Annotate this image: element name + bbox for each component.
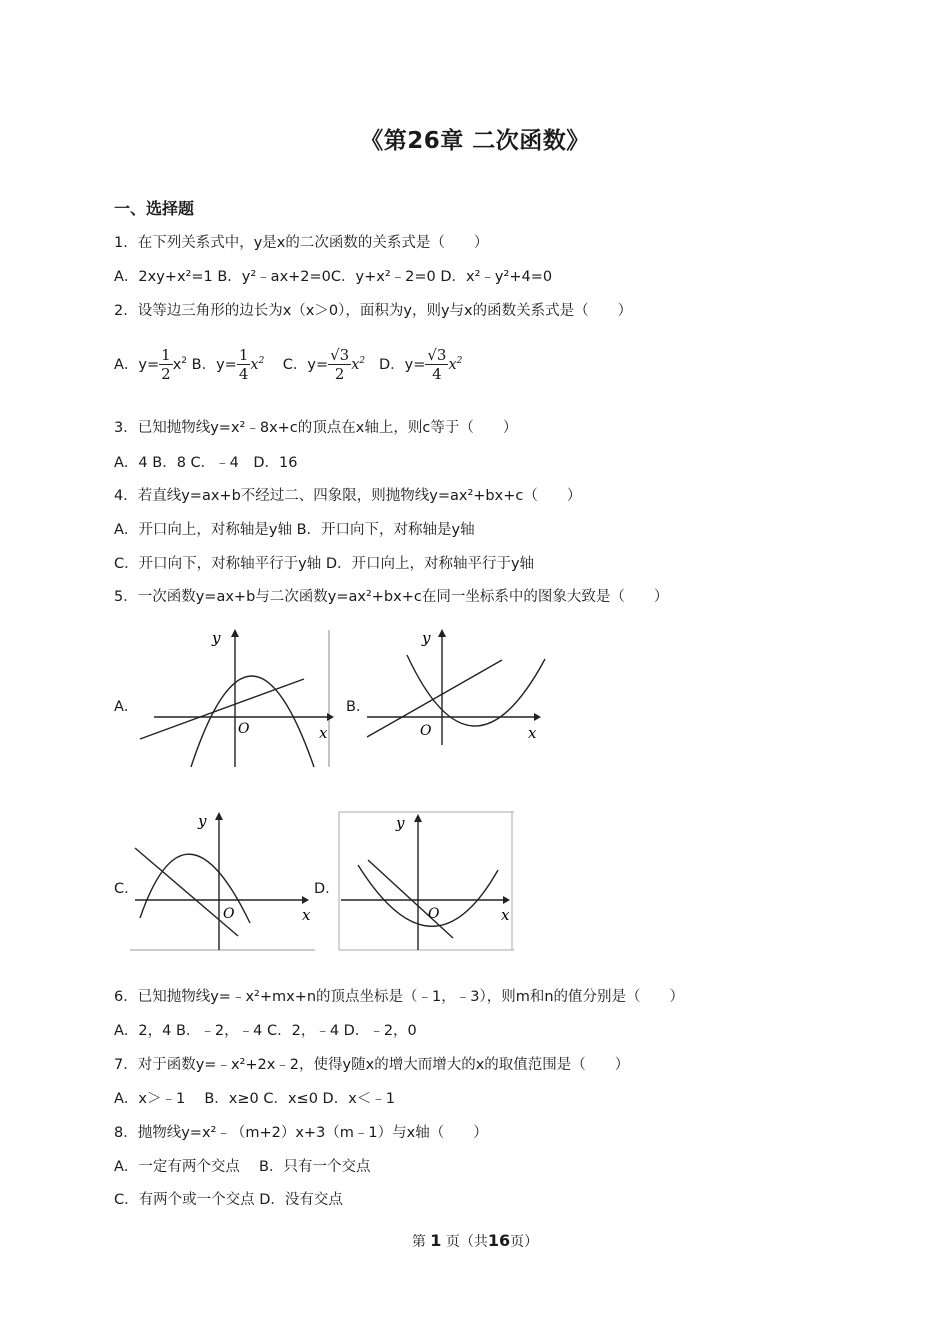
- q2-c-var: x: [351, 356, 360, 373]
- footer-total-pages: 16: [487, 1231, 511, 1250]
- question-1-stem: 1．在下列关系式中，y是x的二次函数的关系式是（ ）: [114, 235, 489, 251]
- question-1-options: [114, 265, 552, 286]
- q2-option-a: [114, 346, 192, 383]
- q2-c-term: [351, 357, 365, 373]
- question-3-options: A．4 B．8 C．﹣4 D．16: [114, 455, 298, 471]
- question-5-stem: 5．一次函数y=ax+b与二次函数y=ax²+bx+c在同一坐标系中的图象大致是（ ）: [114, 589, 669, 605]
- q2-d-term: [448, 357, 462, 373]
- q2-d-var: x: [448, 356, 457, 373]
- page-title: 《第26章 二次函数》: [360, 128, 590, 154]
- graph-b-parabola: [407, 655, 545, 726]
- footer-suffix: 页）: [510, 1234, 539, 1250]
- question-4-stem: 4．若直线y=ax+b不经过二、四象限，则抛物线y=ax²+bx+c（ ）: [114, 488, 582, 504]
- q2-d-numerator: √3: [427, 346, 447, 364]
- graph-b-origin-label: O: [420, 723, 432, 739]
- graph-b-y-label: y: [422, 629, 431, 647]
- q2-c-exp: 2: [359, 355, 366, 366]
- q1-option-d: D．x²﹣y²+4=0: [440, 269, 553, 285]
- graph-d-x-arrow-icon: [503, 896, 510, 904]
- q2-d-fraction: [425, 346, 448, 383]
- graph-b-x-arrow-icon: [534, 713, 541, 721]
- graph-c-y-arrow-icon: [215, 812, 223, 820]
- q2-b-denominator: 4: [238, 365, 249, 383]
- graph-b-x-label: x: [528, 724, 537, 742]
- question-8-stem: 8．抛物线y=x²﹣（m+2）x+3（m﹣1）与x轴（ ）: [114, 1125, 488, 1141]
- graph-b: [362, 625, 552, 745]
- graph-b-label: B．: [346, 699, 371, 715]
- question-6-options: A．2，4 B．﹣2，﹣4 C．2，﹣4 D．﹣2，0: [114, 1023, 417, 1039]
- q2-d-denominator: 4: [432, 365, 442, 383]
- question-7-options: A．x＞﹣1 B．x≥0 C．x≤0 D．x＜﹣1: [114, 1091, 396, 1107]
- q2-c-prefix: C．y=: [282, 356, 329, 373]
- graph-d-origin-label: O: [428, 906, 440, 922]
- q2-option-d: [374, 346, 463, 383]
- question-4-options-ab: A．开口向上，对称轴是y轴 B．开口向下，对称轴是y轴: [114, 522, 475, 538]
- question-2-options: [114, 346, 462, 383]
- graph-d-line: [368, 860, 453, 938]
- page-footer: [0, 1231, 950, 1251]
- graph-c-y-label: y: [198, 812, 207, 830]
- q2-d-prefix: D．y=: [378, 356, 426, 373]
- graph-a-origin-label: O: [238, 721, 250, 737]
- q2-a-var: x: [172, 356, 182, 373]
- q2-d-exp: 2: [456, 355, 463, 366]
- q2-a-numerator: 1: [161, 346, 171, 364]
- graph-a: [134, 625, 334, 771]
- graph-d-y-label: y: [396, 814, 405, 832]
- graph-c-x-arrow-icon: [302, 896, 309, 904]
- q2-b-exp: 2: [258, 355, 265, 366]
- question-4-options-cd: C．开口向下，对称轴平行于y轴 D．开口向上，对称轴平行于y轴: [114, 556, 535, 572]
- q2-a-fraction: [159, 346, 173, 383]
- q1-option-a: A．2xy+x²=1: [114, 269, 213, 285]
- graph-a-x-arrow-icon: [327, 713, 334, 721]
- section-heading: 一、选择题: [114, 199, 195, 218]
- graph-c-x-label: x: [302, 906, 311, 924]
- graph-a-line: [140, 679, 304, 739]
- graph-b-y-arrow-icon: [438, 629, 446, 637]
- graph-d: [338, 810, 518, 952]
- q1-option-b: B．y²﹣ax+2=0: [217, 269, 331, 285]
- q2-option-c: [278, 346, 370, 383]
- q2-b-prefix: B．y=: [191, 356, 237, 373]
- graph-c-label: C．: [114, 881, 139, 897]
- graph-a-y-label: y: [212, 629, 221, 647]
- q2-b-term: [250, 357, 264, 373]
- graph-d-y-arrow-icon: [414, 814, 422, 822]
- footer-middle: 页（共: [445, 1234, 488, 1250]
- graph-d-x-label: x: [501, 906, 510, 924]
- q2-c-numerator: √3: [330, 346, 350, 364]
- q2-a-denominator: 2: [161, 365, 171, 383]
- graph-c-origin-label: O: [223, 906, 235, 922]
- graph-d-label: D．: [314, 881, 340, 897]
- q1-option-c: C．y+x²﹣2=0: [330, 269, 436, 285]
- graph-c: [130, 808, 320, 954]
- q2-option-b: [191, 346, 269, 383]
- graph-a-label: A．: [114, 699, 139, 715]
- graph-a-y-arrow-icon: [231, 629, 239, 637]
- q2-c-fraction: [328, 346, 351, 383]
- q2-b-numerator: 1: [238, 346, 249, 364]
- question-3-stem: 3．已知抛物线y=x²﹣8x+c的顶点在x轴上，则c等于（ ）: [114, 420, 518, 436]
- q2-c-denominator: 2: [334, 365, 345, 383]
- question-2-stem: 2．设等边三角形的边长为x（x＞0），面积为y，则y与x的函数关系式是（ ）: [114, 303, 633, 319]
- graph-a-x-label: x: [319, 724, 328, 742]
- q2-a-exp: 2: [181, 355, 188, 366]
- question-8-options-ab: A．一定有两个交点 B．只有一个交点: [114, 1159, 371, 1175]
- q2-b-fraction: [237, 346, 251, 383]
- question-7-stem: 7．对于函数y=﹣x²+2x﹣2，使得y随x的增大而增大的x的取值范围是（ ）: [114, 1057, 630, 1073]
- q2-a-prefix: A．y=: [114, 356, 160, 373]
- question-8-options-cd: C．有两个或一个交点 D．没有交点: [114, 1192, 343, 1208]
- q2-b-var: x: [250, 356, 259, 373]
- graph-a-parabola: [191, 676, 314, 767]
- footer-prefix: 第: [411, 1234, 426, 1250]
- footer-page-number: 1: [430, 1231, 442, 1250]
- question-6-stem: 6．已知抛物线y=﹣x²+mx+n的顶点坐标是（﹣1，﹣3），则m和n的值分别是（ ）: [114, 989, 685, 1005]
- q2-a-term: [173, 357, 187, 373]
